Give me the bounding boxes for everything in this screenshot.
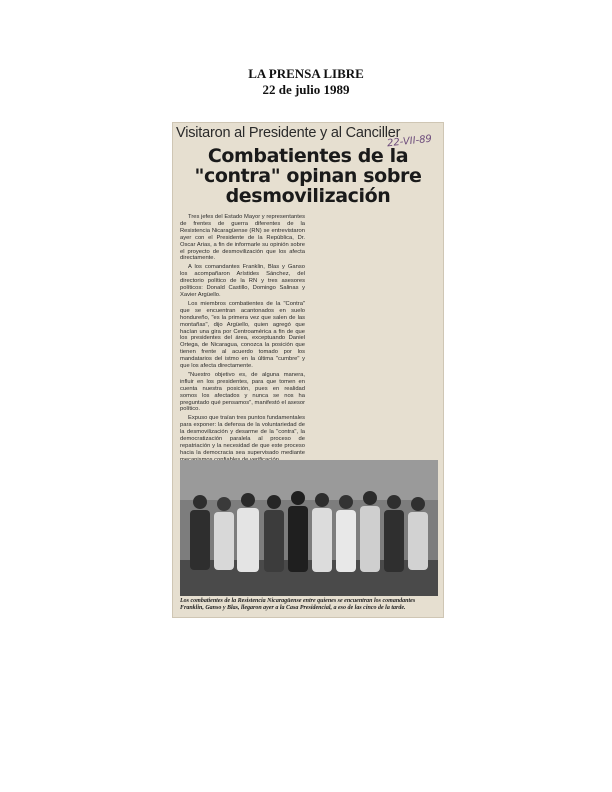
group-photo — [180, 460, 438, 596]
handwritten-date: 22-VII-89 — [386, 133, 433, 150]
group-photo-illustration — [180, 460, 438, 596]
article-headline: Combatientes de la "contra" opinan sobre desmovilización — [194, 145, 422, 207]
photo-caption: Los combatientes de la Resistencia Nicaragüense entre quienes se encuentran los comandantes Franklin, Ganso y Blas, llegaron ayer a la Casa Presidencial, a eso de las cinco de la tarde. — [180, 598, 416, 611]
article-paragraph: "Nuestro objetivo es, de alguna manera, influir en los presidentes, para que tomen en cuenta nuestra posición, pues en realidad somos los afectados y nunca se nos ha preguntado qué pensamos", manifestó el asesor político. — [180, 371, 305, 413]
article-kicker: Visitaron al Presidente y al Canciller — [176, 125, 401, 141]
article-paragraph: Los miembros combatientes de la "Contra" que se encuentran acantonados en suelo hondureño, "es la primera vez que salen de las montañas", dijo Argüello, quien agregó que hacían una gira por Centroamérica a fin de que los presidentes del área, exceptuando Daniel Ortega, de Nicaragua, conozca la posición que tienen frente al acuerdo tomado por los mandatarios del istmo en la última "cumbre" y que los afecta directamente. — [180, 300, 305, 370]
article-paragraph: Expuso que traían tres puntos fundamentales para exponer: la defensa de la voluntariedad de la desmovilización y desarme de la "contra", la democratización paralela al proceso de repatriación y la necesidad de que este proceso hacia la democracia sea supervisado mediante — [180, 415, 305, 456]
newspaper-clipping — [172, 122, 444, 618]
page-header — [0, 66, 612, 98]
article-paragraph: Tres jefes del Estado Mayor y representantes de frentes de guerra diferentes de la Resistencia Nicaragüense (RN) se entrevistaron ayer con el Presidente de la República, Dr. Oscar Arias, a fin de informarle su opinión sobre el proyecto de desmovilización que los afecta directamente. — [180, 214, 305, 262]
article-paragraph: A los comandantes Franklin, Blas y Ganso los acompañaron Arístides Sánchez, del directorio político de la RN y tres asesores políticos: Donald Castillo, Domingo Salinas y Xavier Argüello. — [180, 264, 305, 298]
publication-name: LA PRENSA LIBRE — [248, 66, 364, 81]
publication-date: 22 de julio 1989 — [262, 82, 350, 97]
